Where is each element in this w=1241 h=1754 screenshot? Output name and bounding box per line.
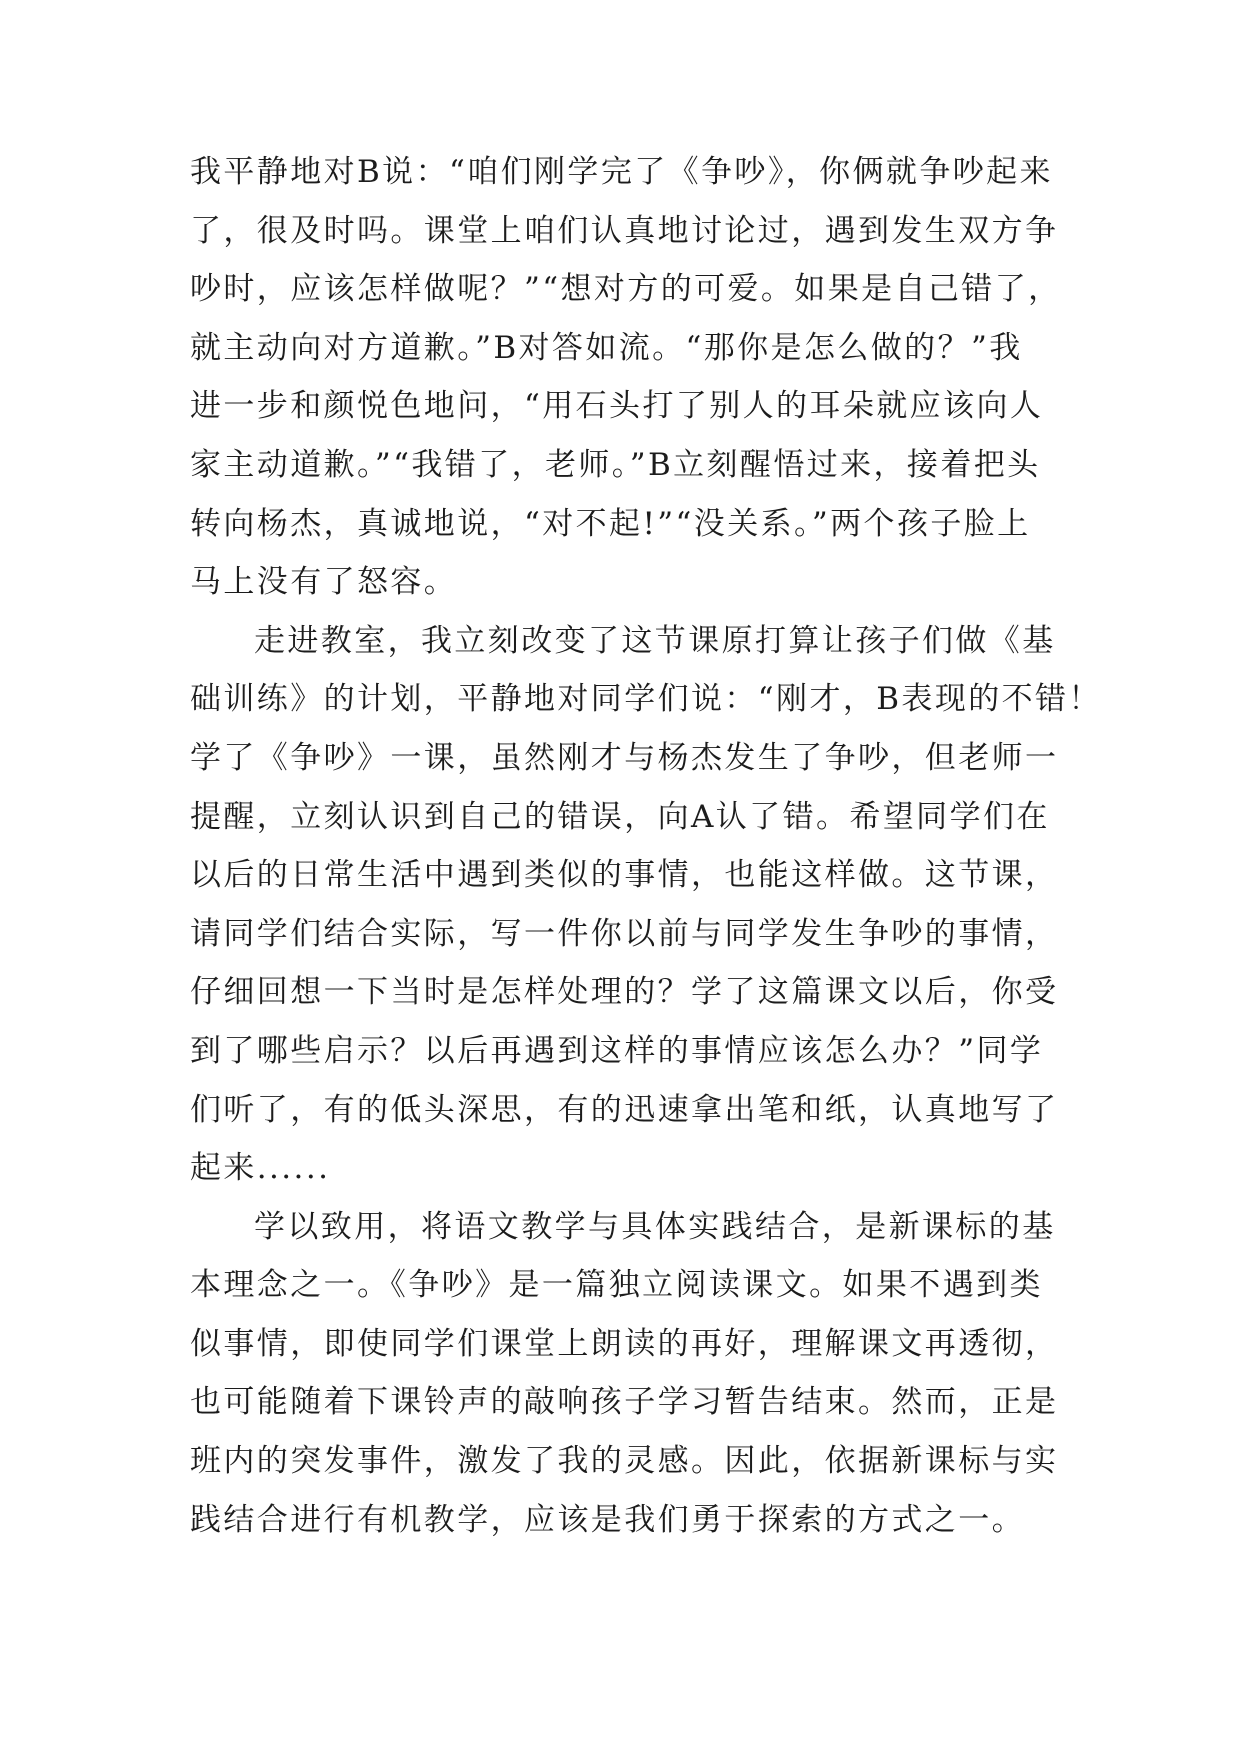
document-body [190,143,1102,1549]
text-line: 础训练》的计划，平静地对同学们说：“刚才，B表现的不错！ [190,681,1102,718]
paragraph-first-line: 走进教室，我立刻改变了这节课原打算让孩子们做《基 [254,622,1056,659]
text-line: 学了《争吵》一课，虽然刚才与杨杰发生了争吵，但老师一 [190,739,1059,776]
text-line: 们听了，有的低头深思，有的迅速拿出笔和纸，认真地写了 [190,1091,1059,1128]
text-line: 马上没有了怒容。 [190,564,458,601]
paragraph-first-line: 学以致用，将语文教学与具体实践结合，是新课标的基 [254,1208,1056,1245]
text-line: 我平静地对B说：“咱们刚学完了《争吵》，你俩就争吵起来 [190,154,1053,190]
text-line: 进一步和颜悦色地问，“用石头打了别人的耳朵就应该向人 [190,388,1044,425]
text-line: 了，很及时吗。课堂上咱们认真地讨论过，遇到发生双方争 [190,212,1059,249]
text-line: 本理念之一。《争吵》是一篇独立阅读课文。如果不遇到类 [190,1267,1043,1304]
text-line: 起来...... [190,1150,331,1187]
text-line: 家主动道歉。”“我错了，老师。”B立刻醒悟过来，接着把头 [190,446,1041,483]
text-line: 就主动向对方道歉。”B对答如流。“那你是怎么做的？”我 [190,329,1023,366]
text-line: 请同学们结合实际，写一件你以前与同学发生争吵的事情， [190,915,1059,952]
text-line: 以后的日常生活中遇到类似的事情，也能这样做。这节课， [190,857,1059,894]
text-line: 到了哪些启示？以后再遇到这样的事情应该怎么办？”同学 [190,1032,1044,1069]
text-line: 吵时，应该怎样做呢？”“想对方的可爱。如果是自己错了， [190,271,1062,308]
text-line: 仔细回想一下当时是怎样处理的？学了这篇课文以后，你受 [190,974,1059,1011]
text-line: 践结合进行有机教学，应该是我们勇于探索的方式之一。 [190,1501,1025,1538]
text-line: 提醒，立刻认识到自己的错误，向A认了错。希望同学们在 [190,798,1050,835]
text-line: 转向杨杰，真诚地说，“对不起!”“没关系。”两个孩子脸上 [190,505,1031,542]
text-line: 班内的突发事件，激发了我的灵感。因此，依据新课标与实 [190,1443,1059,1480]
text-line: 也可能随着下课铃声的敲响孩子学习暂告结束。然而，正是 [190,1384,1059,1421]
text-line: 似事情，即使同学们课堂上朗读的再好，理解课文再透彻， [190,1325,1059,1362]
